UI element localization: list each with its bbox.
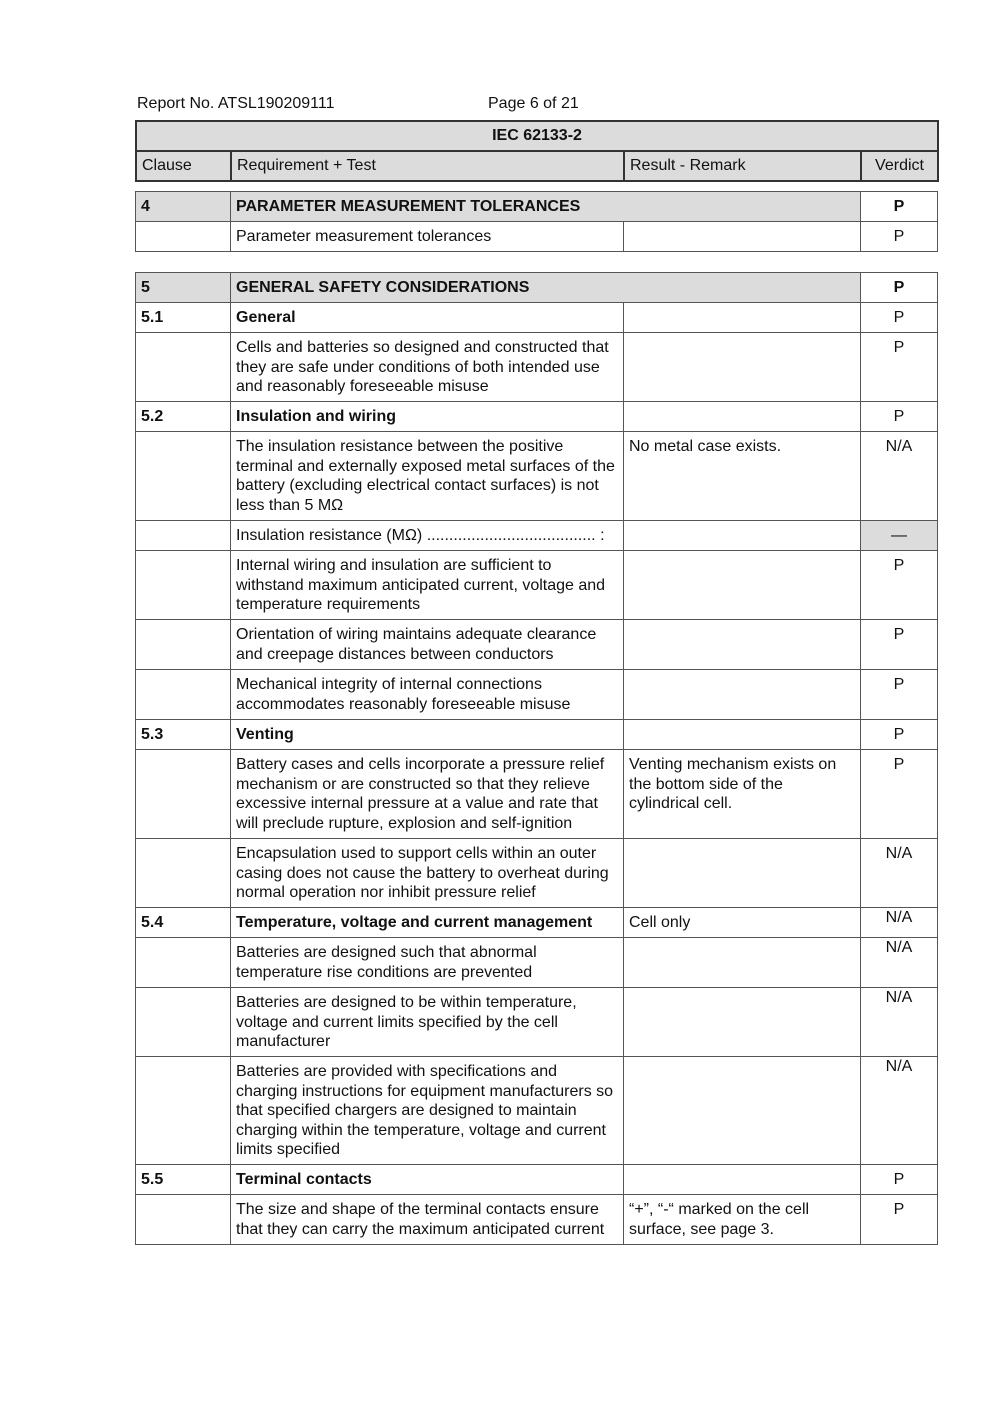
section-title: GENERAL SAFETY CONSIDERATIONS xyxy=(231,273,861,303)
result-cell xyxy=(624,988,861,1057)
clause-cell xyxy=(136,521,231,551)
standard-header-table xyxy=(135,120,939,182)
verdict-cell: P xyxy=(861,1165,938,1195)
result-cell xyxy=(624,720,861,750)
section-5-table xyxy=(135,272,938,1245)
col-result: Result - Remark xyxy=(624,151,861,181)
clause-cell: 5.5 xyxy=(136,1165,231,1195)
clause-cell xyxy=(136,551,231,620)
requirement-cell: Batteries are designed to be within temperature, voltage and current limits specified by the cell manufacturer xyxy=(231,988,624,1057)
verdict-cell: P xyxy=(861,333,938,402)
table-row xyxy=(136,551,938,620)
verdict-cell: N/A xyxy=(861,432,938,521)
verdict-cell: P xyxy=(861,620,938,670)
clause-cell: 5.1 xyxy=(136,303,231,333)
table-row xyxy=(136,938,938,988)
table-row xyxy=(136,1057,938,1165)
table-row xyxy=(136,720,938,750)
table-row xyxy=(136,521,938,551)
requirement-cell: Temperature, voltage and current management xyxy=(231,908,624,938)
result-cell xyxy=(624,551,861,620)
result-cell xyxy=(624,839,861,908)
verdict-cell: N/A xyxy=(861,1057,938,1165)
clause-cell xyxy=(136,1195,231,1245)
report-number: Report No. ATSL190209111 xyxy=(137,95,335,112)
clause-cell: 5.4 xyxy=(136,908,231,938)
result-cell xyxy=(624,1057,861,1165)
section-verdict: P xyxy=(861,273,938,303)
result-cell xyxy=(624,303,861,333)
requirement-cell: Orientation of wiring maintains adequate clearance and creepage distances between conductors xyxy=(231,620,624,670)
verdict-cell: P xyxy=(861,1195,938,1245)
table-row xyxy=(136,402,938,432)
verdict-cell: N/A xyxy=(861,839,938,908)
clause-cell xyxy=(136,839,231,908)
section-title: PARAMETER MEASUREMENT TOLERANCES xyxy=(231,192,861,222)
requirement-cell: Venting xyxy=(231,720,624,750)
verdict-cell: N/A xyxy=(861,908,938,938)
table-row xyxy=(136,839,938,908)
clause-cell xyxy=(136,333,231,402)
section-verdict: P xyxy=(861,192,938,222)
requirement-cell: The size and shape of the terminal contacts ensure that they can carry the maximum anticipated current xyxy=(231,1195,624,1245)
clause-cell xyxy=(136,222,231,252)
requirement-cell: Insulation and wiring xyxy=(231,402,624,432)
clause-cell xyxy=(136,750,231,839)
requirement-cell: Batteries are designed such that abnormal temperature rise conditions are prevented xyxy=(231,938,624,988)
table-row xyxy=(136,988,938,1057)
result-cell xyxy=(624,620,861,670)
result-cell xyxy=(624,670,861,720)
result-cell: Cell only xyxy=(624,908,861,938)
result-cell xyxy=(624,402,861,432)
clause-cell xyxy=(136,938,231,988)
clause-cell xyxy=(136,1057,231,1165)
section-header-row xyxy=(136,192,938,222)
requirement-cell: Parameter measurement tolerances xyxy=(231,222,624,252)
verdict-cell: P xyxy=(861,720,938,750)
result-cell: Venting mechanism exists on the bottom side of the cylindrical cell. xyxy=(624,750,861,839)
section-clause: 4 xyxy=(136,192,231,222)
result-cell xyxy=(624,521,861,551)
section-clause: 5 xyxy=(136,273,231,303)
clause-cell: 5.2 xyxy=(136,402,231,432)
col-requirement: Requirement + Test xyxy=(231,151,624,181)
result-cell xyxy=(624,222,861,252)
col-verdict: Verdict xyxy=(861,151,938,181)
requirement-cell: Encapsulation used to support cells within an outer casing does not cause the battery to overheat during normal operation nor inhibit pressure relief xyxy=(231,839,624,908)
page-number: Page 6 of 21 xyxy=(488,95,579,112)
section-header-row xyxy=(136,273,938,303)
table-row xyxy=(136,222,938,252)
result-cell xyxy=(624,333,861,402)
col-clause: Clause xyxy=(136,151,231,181)
clause-cell xyxy=(136,988,231,1057)
standard-title: IEC 62133-2 xyxy=(136,121,938,151)
requirement-cell: Cells and batteries so designed and constructed that they are safe under conditions of both intended use and reasonably foreseeable misuse xyxy=(231,333,624,402)
verdict-cell: P xyxy=(861,750,938,839)
clause-cell xyxy=(136,670,231,720)
clause-cell xyxy=(136,620,231,670)
verdict-cell: N/A xyxy=(861,938,938,988)
table-row xyxy=(136,670,938,720)
requirement-cell: Internal wiring and insulation are sufficient to withstand maximum anticipated current, voltage and temperature requirements xyxy=(231,551,624,620)
result-cell xyxy=(624,1165,861,1195)
table-row xyxy=(136,750,938,839)
verdict-cell: P xyxy=(861,222,938,252)
requirement-cell: Batteries are provided with specifications and charging instructions for equipment manufacturers so that specified chargers are designed to maintain charging within the temperature, voltage and current limits specified xyxy=(231,1057,624,1165)
table-row xyxy=(136,333,938,402)
table-row xyxy=(136,1165,938,1195)
requirement-cell: Insulation resistance (MΩ) ...................................... : xyxy=(231,521,624,551)
result-cell: No metal case exists. xyxy=(624,432,861,521)
result-cell xyxy=(624,938,861,988)
requirement-cell: Terminal contacts xyxy=(231,1165,624,1195)
verdict-cell: P xyxy=(861,670,938,720)
verdict-cell: P xyxy=(861,303,938,333)
requirement-cell: General xyxy=(231,303,624,333)
table-row xyxy=(136,908,938,938)
verdict-cell: N/A xyxy=(861,988,938,1057)
requirement-cell: Battery cases and cells incorporate a pressure relief mechanism or are constructed so that they relieve excessive internal pressure at a value and rate that will preclude rupture, explosion and self-ignition xyxy=(231,750,624,839)
clause-cell xyxy=(136,432,231,521)
clause-cell: 5.3 xyxy=(136,720,231,750)
verdict-cell: P xyxy=(861,551,938,620)
verdict-cell: P xyxy=(861,402,938,432)
result-cell: “+”, “-“ marked on the cell surface, see page 3. xyxy=(624,1195,861,1245)
requirement-cell: The insulation resistance between the positive terminal and externally exposed metal surfaces of the battery (excluding electrical contact surfaces) is not less than 5 MΩ xyxy=(231,432,624,521)
table-row xyxy=(136,432,938,521)
verdict-cell: — xyxy=(861,521,938,551)
section-4-table xyxy=(135,191,938,252)
table-row xyxy=(136,620,938,670)
table-row xyxy=(136,303,938,333)
requirement-cell: Mechanical integrity of internal connections accommodates reasonably foreseeable misuse xyxy=(231,670,624,720)
table-row xyxy=(136,1195,938,1245)
